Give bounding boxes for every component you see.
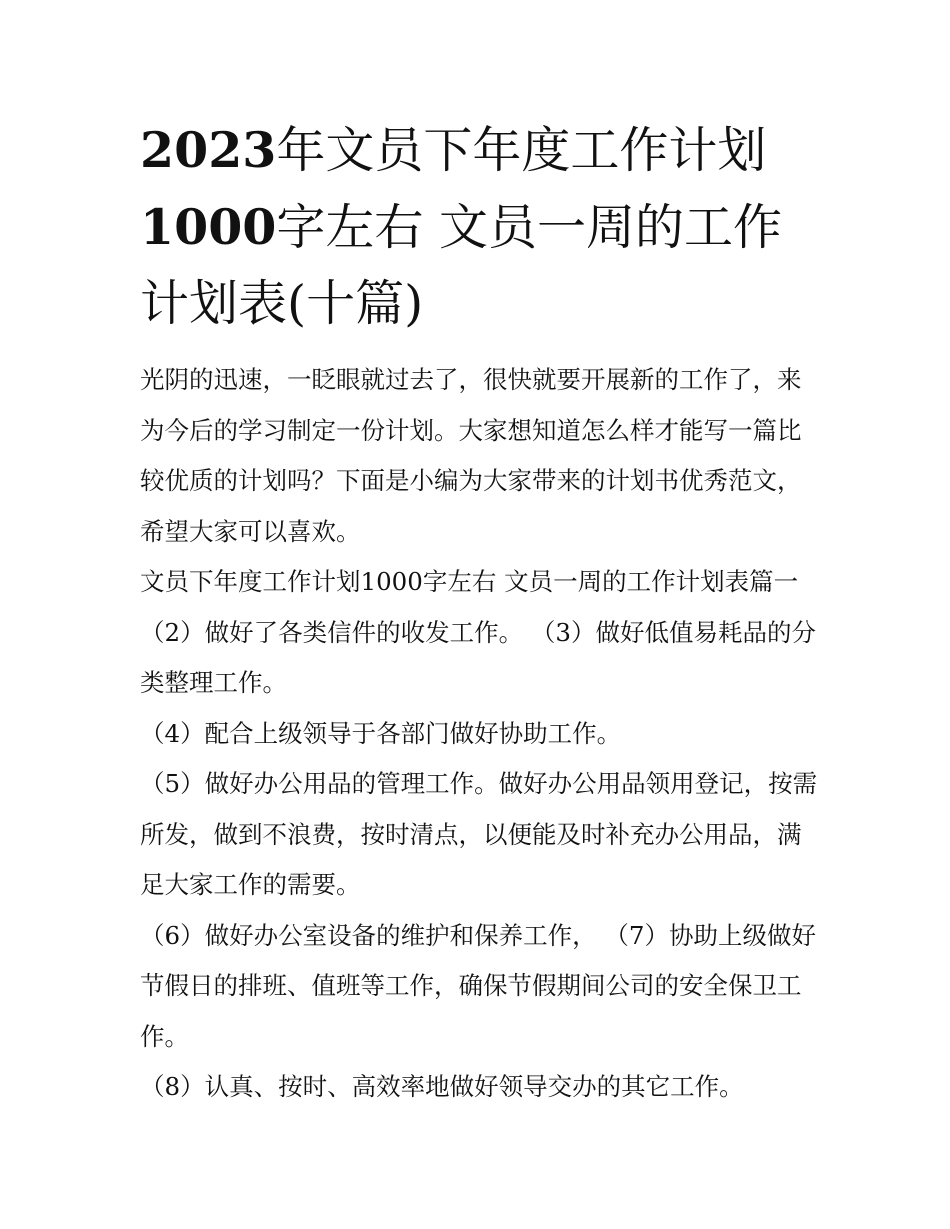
section-heading: 文员下年度工作计划1000字左右 文员一周的工作计划表篇一 — [140, 567, 799, 596]
title-line2-text: 字左右 文员一周的工作 — [276, 199, 782, 256]
body-paragraph: （6）做好办公室设备的维护和保养工作， （7）协助上级做好节假日的排班、值班等工作，确保节假期间公司的安全保卫工作。 — [140, 920, 816, 1051]
title-year: 2023 — [140, 121, 277, 179]
intro-paragraph: 光阴的迅速，一眨眼就过去了，很快就要开展新的工作了，来为今后的学习制定一份计划。大家想知道怎么样才能写一篇比较优质的计划吗？下面是小编为大家带来的计划书优秀范文，希望大家可以喜欢。 — [140, 365, 802, 546]
title-line1-text: 年文员下年度工作计划 — [276, 122, 767, 179]
body-paragraph: （8）认真、按时、高效率地做好领导交办的其它工作。 — [140, 1072, 744, 1101]
body-paragraph: （2）做好了各类信件的收发工作。 （3）做好低值易耗品的分类整理工作。 — [140, 617, 816, 697]
body-paragraph: （4）配合上级领导于各部门做好协助工作。 — [140, 718, 622, 748]
body-paragraph: （5）做好办公用品的管理工作。做好办公用品领用登记，按需所发，做到不浪费，按时清点，以便能及时补充办公用品，满足大家工作的需要。 — [140, 769, 818, 899]
title-word-count: 1000 — [140, 198, 277, 256]
title-line3-text: 计划表(十篇) — [140, 275, 424, 332]
document-title — [140, 112, 820, 342]
